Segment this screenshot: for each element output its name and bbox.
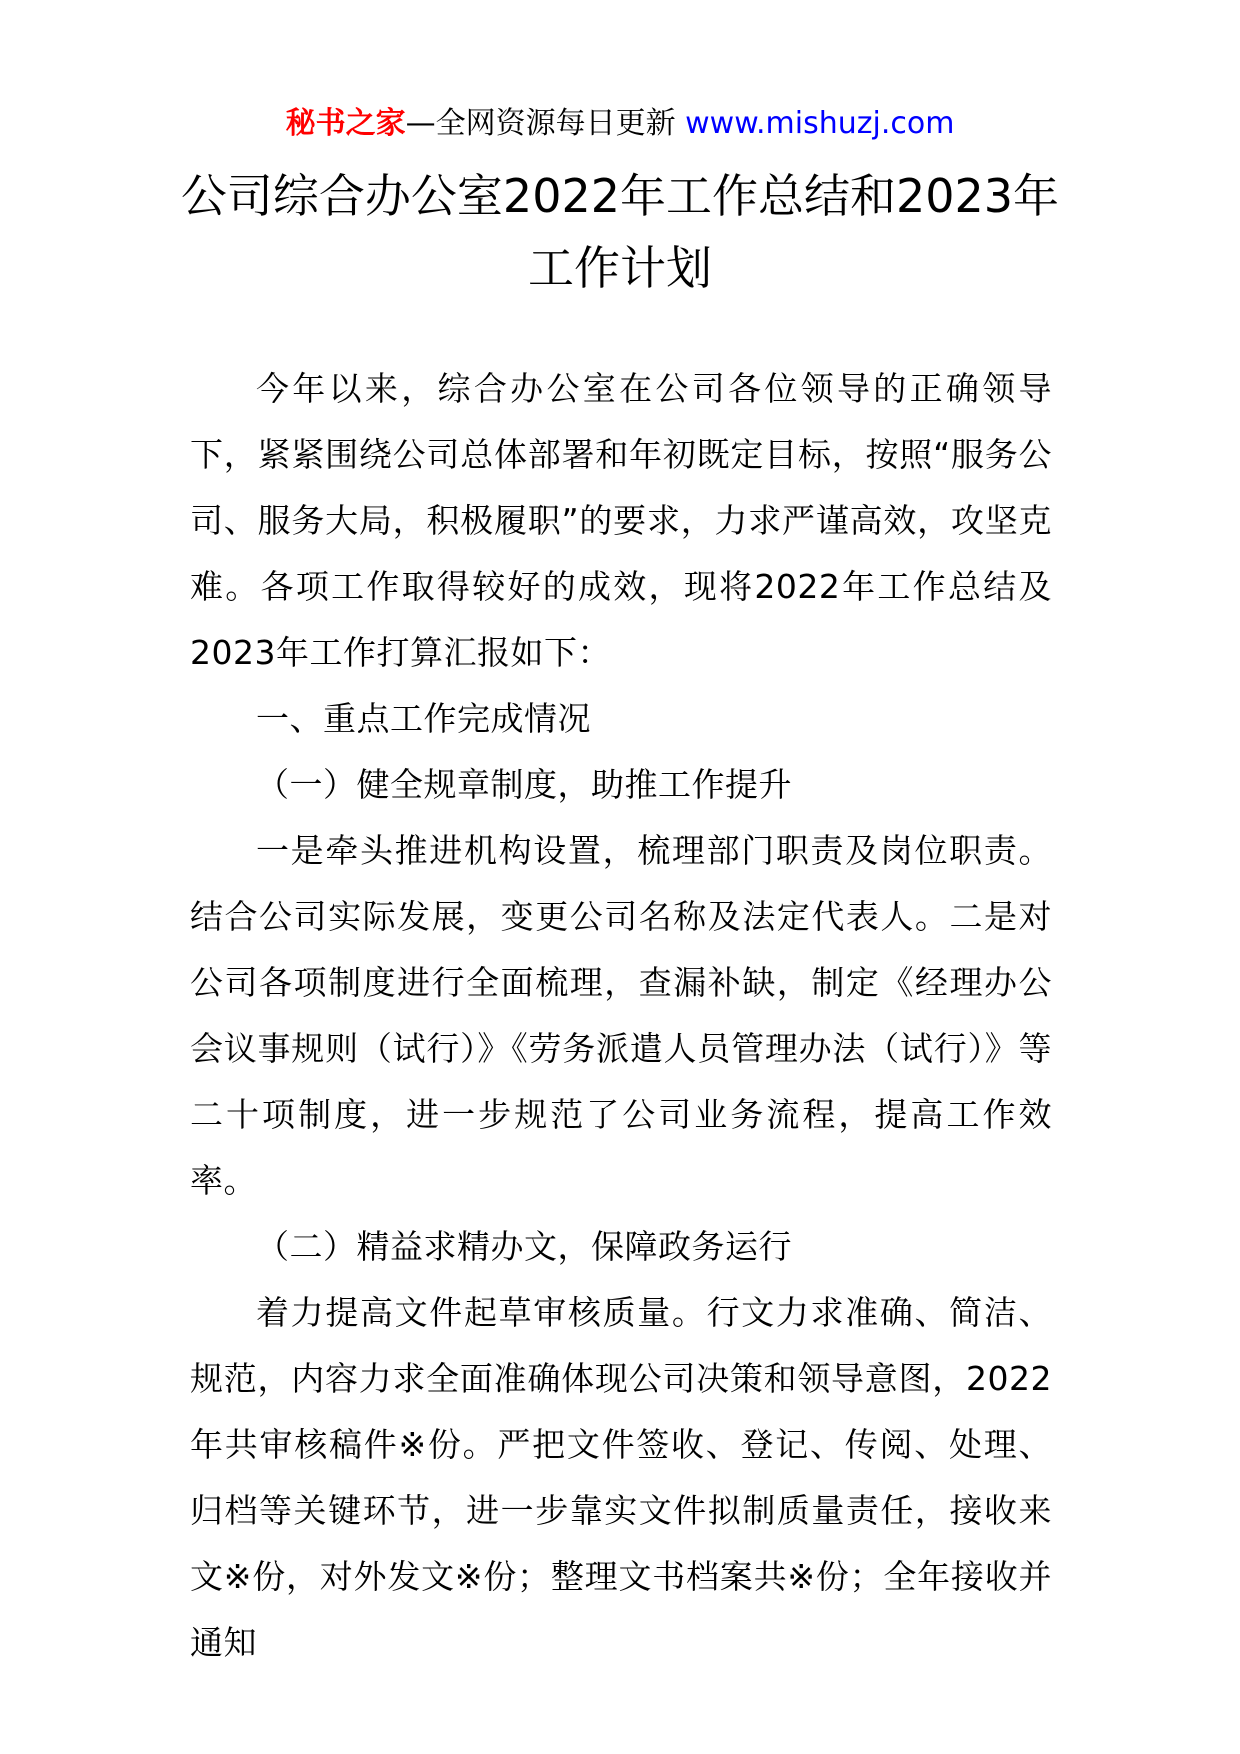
document-title	[170, 160, 1070, 304]
title-line-1: 公司综合办公室2022年工作总结和2023年	[180, 169, 1060, 223]
subsection-heading-2: （二）精益求精办文，保障政务运行	[256, 1227, 792, 1266]
intro-paragraph: 今年以来，综合办公室在公司各位领导的正确领导下，紧紧围绕公司总体部署和年初既定目标，按照“服务公司、服务大局，积极履职”的要求，力求严谨高效，攻坚克难。各项工作取得较好的成效，现将2022年工作总结及2023年工作打算汇报如下：	[190, 369, 1052, 672]
document-body	[190, 356, 1052, 1676]
site-url-link[interactable]: www.mishuzj.com	[685, 106, 955, 141]
section-heading-1: 一、重点工作完成情况	[256, 699, 591, 738]
header-tagline: —全网资源每日更新	[405, 106, 676, 141]
subsection-heading-1: （一）健全规章制度，助推工作提升	[256, 765, 792, 804]
title-line-2: 工作计划	[528, 241, 712, 295]
body-paragraph-1: 一是牵头推进机构设置，梳理部门职责及岗位职责。结合公司实际发展，变更公司名称及法定代表人。二是对公司各项制度进行全面梳理，查漏补缺，制定《经理办公会议事规则（试行）》《劳务派遣人员管理办法（试行）》等二十项制度，进一步规范了公司业务流程，提高工作效率。	[190, 831, 1052, 1200]
body-paragraph-2: 着力提高文件起草审核质量。行文力求准确、简洁、规范，内容力求全面准确体现公司决策和领导意图，2022年共审核稿件※份。严把文件签收、登记、传阅、处理、归档等关键环节，进一步靠实文件拟制质量责任，接收来文※份，对外发文※份；整理文书档案共※份；全年接收并通知	[190, 1293, 1052, 1662]
brand-name: 秘书之家	[285, 106, 406, 141]
watermark-header	[0, 104, 1240, 144]
